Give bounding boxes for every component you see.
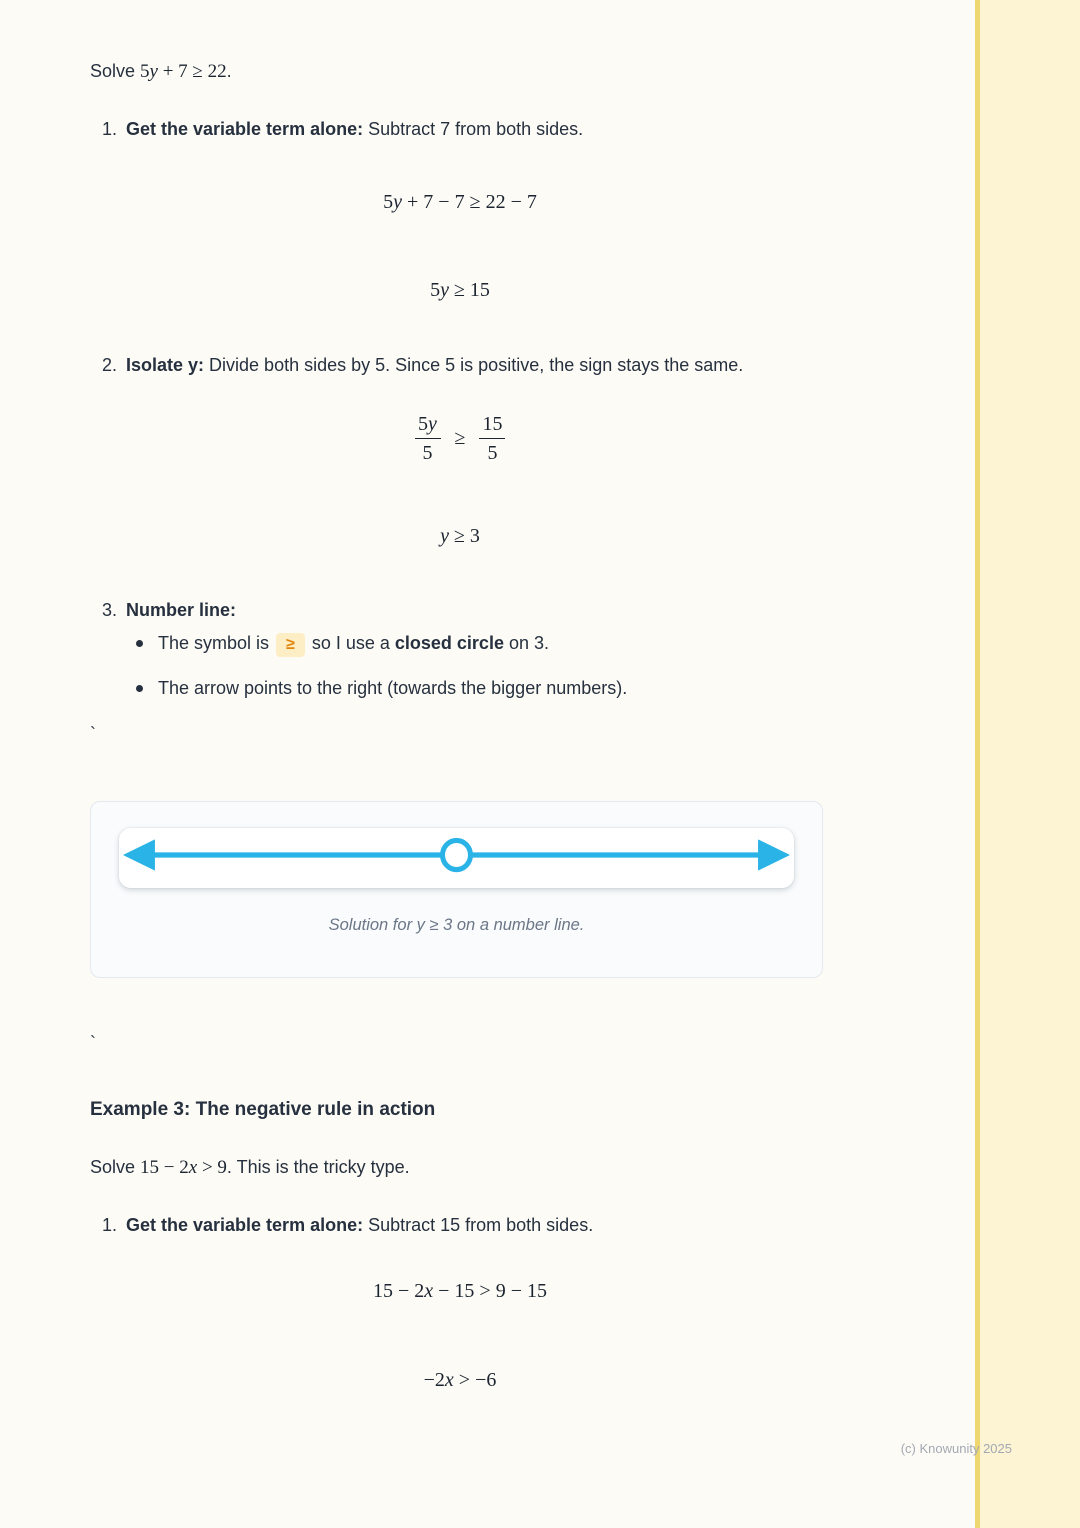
right-arrow-icon (758, 840, 790, 871)
step-lead-bold: Get the variable term alone: (126, 1215, 364, 1236)
display-math-line: −2x > −6 (423, 1369, 497, 1392)
list-number: 3. (102, 600, 118, 621)
inline-math: 5y + 7 ≥ 22 (140, 61, 227, 82)
solve-text: Solve (90, 61, 141, 81)
solve-text: Solve (90, 1157, 141, 1178)
display-math-fractions (90, 412, 830, 465)
list-number: 2. (102, 355, 118, 375)
list-item-bullet2 (90, 672, 830, 705)
fraction-numerator: 5y (418, 413, 437, 435)
display-math-line: 15 − 2x − 15 > 9 − 15 (372, 1280, 547, 1303)
display-math-line: y ≥ 3 (440, 525, 480, 548)
solve-statement-example3 (90, 1154, 830, 1181)
bullet-icon (136, 685, 143, 692)
step-rest: Subtract 7 from both sides. (363, 119, 584, 139)
step-text (126, 113, 791, 146)
boundary-point-circle (443, 841, 471, 870)
relation-symbol: ≥ (454, 427, 466, 450)
solve-statement-example2 (90, 58, 830, 85)
right-accent-line (975, 0, 980, 1528)
list-item-step3 (90, 594, 830, 627)
copyright-footer: (c) Knowunity 2025 (900, 1441, 1012, 1456)
step-lead-bold: Number line: (126, 600, 237, 621)
bullet-icon (136, 640, 143, 647)
step-rest: Subtract 15 from both sides. (363, 1215, 594, 1236)
ge-symbol-chip: ≥ (276, 633, 305, 657)
bullet-text (158, 627, 830, 660)
list-item-bullet1 (90, 627, 830, 660)
step-text (126, 349, 791, 382)
stray-backtick: ` (90, 724, 96, 745)
solve-text-suffix: . (226, 61, 232, 81)
list-item-step2 (90, 349, 830, 382)
bullet-fragment: on 3. (503, 633, 550, 654)
list-number: 1. (102, 1215, 118, 1236)
example3-heading: Example 3: The negative rule in action (90, 1099, 436, 1121)
bullet-list (90, 627, 830, 705)
list-item-step1-ex3 (90, 1209, 830, 1242)
inline-math: 15 − 2x > 9 (140, 1157, 227, 1179)
bullet-fragment: The symbol is (158, 633, 275, 654)
fraction-left (415, 412, 441, 465)
stray-backtick: ` (90, 1033, 96, 1054)
number-line-panel (119, 828, 794, 888)
fraction-bar (479, 438, 505, 439)
fraction-bar (415, 438, 441, 439)
solve-text-suffix: . This is the tricky type. (226, 1157, 410, 1178)
bullet-text: The arrow points to the right (towards the bigger numbers). (158, 678, 628, 699)
fraction-numerator: 15 (482, 413, 503, 435)
fraction-denominator: 5 (487, 442, 498, 465)
document-page (90, 0, 830, 1394)
bullet-fragment: so I use a (306, 633, 395, 654)
number-line (119, 830, 794, 880)
right-accent-band (980, 0, 1080, 1528)
figure-caption: Solution for y ≥ 3 on a number line. (328, 916, 585, 935)
list-number: 1. (102, 119, 118, 139)
fraction-denominator: 5 (422, 442, 433, 465)
left-arrow-icon (123, 840, 155, 871)
display-math-line: 5y ≥ 15 (430, 279, 490, 301)
step-lead-bold: Get the variable term alone: (126, 119, 364, 139)
display-math-line: 5y + 7 − 7 ≥ 22 − 7 (383, 191, 537, 213)
number-line-figure (90, 801, 823, 978)
step-text (126, 594, 791, 627)
step-rest: Divide both sides by 5. Since 5 is positive, the sign stays the same. (204, 355, 744, 375)
fraction-right (479, 412, 505, 465)
step-text (126, 1209, 791, 1242)
bullet-bold: closed circle (394, 633, 504, 654)
step-lead-bold: Isolate y: (126, 355, 205, 375)
list-item-step1 (90, 113, 830, 146)
